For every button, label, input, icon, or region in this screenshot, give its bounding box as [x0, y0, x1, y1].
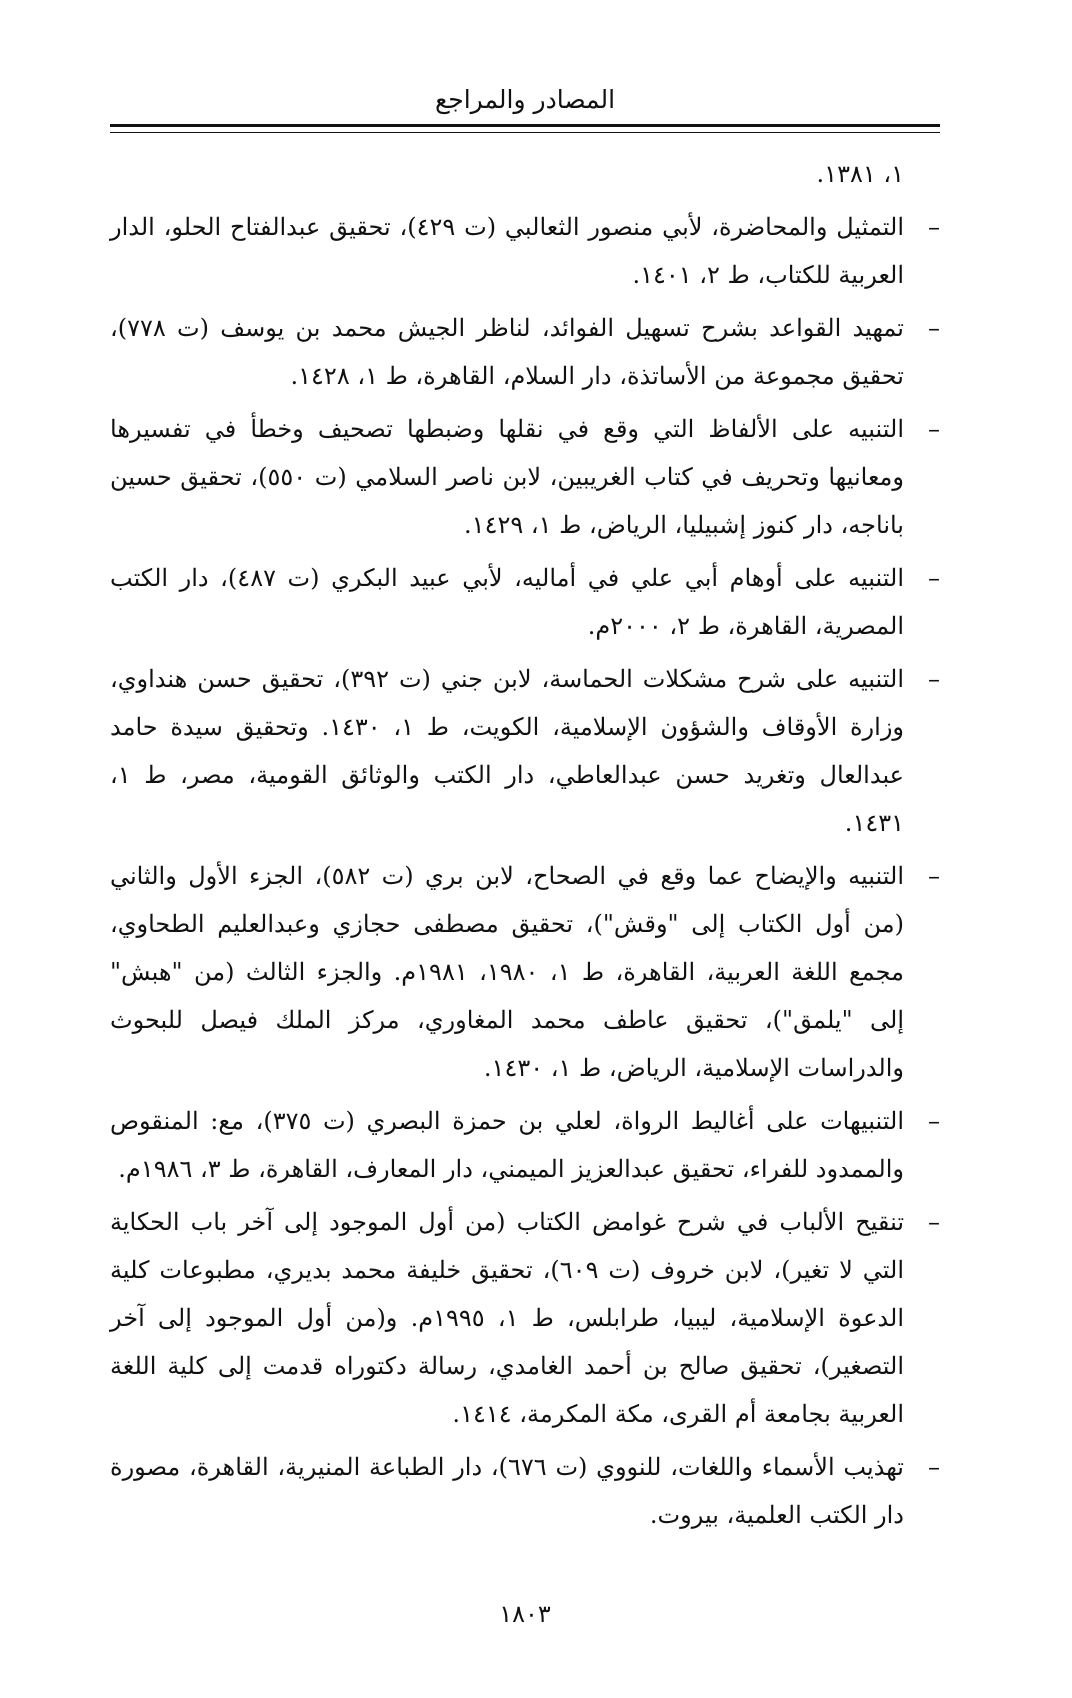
header-rule-thin — [110, 132, 940, 133]
bibliography-entry-continuation — [110, 150, 940, 198]
entry-text: تمهيد القواعد بشرح تسهيل الفوائد، لناظر الجيش محمد بن يوسف (ت ٧٧٨)، تحقيق مجموعة من الأساتذة، دار السلام، القاهرة، ط ١، ١٤٢٨. — [110, 314, 904, 390]
bibliography-entry — [110, 304, 940, 400]
bibliography-entry — [110, 554, 940, 650]
bibliography-entry — [110, 655, 940, 847]
page-number: ١٨٠٣ — [499, 1600, 551, 1628]
bibliography-list — [110, 150, 940, 1544]
bibliography-entry — [110, 405, 940, 549]
entry-dash: – — [928, 665, 940, 693]
entry-text: التنبيهات على أغاليط الرواة، لعلي بن حمزة البصري (ت ٣٧٥)، مع: المنقوص والممدود للفراء، تحقيق عبدالعزيز الميمني، دار المعارف، القاهرة، ط ٣، ١٩٨٦م. — [110, 1107, 904, 1183]
bibliography-entry — [110, 1443, 940, 1539]
page — [110, 0, 940, 1698]
entry-dash: – — [928, 564, 940, 592]
entry-text: تنقيح الألباب في شرح غوامض الكتاب (من أول الموجود إلى آخر باب الحكاية التي لا تغير)، لابن خروف (ت ٦٠٩)، تحقيق خليفة محمد بديري، مطبوعات كلية الدعوة الإسلامية، ليبيا، طرابلس، ط ١، ١٩٩٥م. و(من أول الموجود إلى آخر التصغير)، تحقيق صالح بن أحمد الغامدي، رسالة دكتوراه قدمت إلى كلية اللغة العربية بجامعة أم القرى، مكة المكرمة، ١٤١٤. — [110, 1208, 905, 1428]
entry-dash: – — [928, 415, 940, 443]
bibliography-entry — [110, 1097, 940, 1193]
entry-text: تهذيب الأسماء واللغات، للنووي (ت ٦٧٦)، دار الطباعة المنيرية، القاهرة، مصورة دار الكتب العلمية، بيروت. — [110, 1453, 904, 1529]
header-rule-thick — [110, 124, 940, 127]
running-header-title: المصادر والمراجع — [434, 85, 616, 114]
entry-text: التنبيه على الألفاظ التي وقع في نقلها وضبطها تصحيف وخطأ في تفسيرها ومعانيها وتحريف في كتاب الغريبين، لابن ناصر السلامي (ت ٥٥٠)، تحقيق حسين باناجه، دار كنوز إشبيليا، الرياض، ط ١، ١٤٢٩. — [110, 415, 904, 539]
bibliography-entry — [110, 1198, 940, 1438]
bibliography-entry — [110, 203, 940, 299]
entry-text: التنبيه على شرح مشكلات الحماسة، لابن جني (ت ٣٩٢)، تحقيق حسن هنداوي، وزارة الأوقاف والشؤون الإسلامية، الكويت، ط ١، ١٤٣٠. وتحقيق سيدة حامد عبدالعال وتغريد حسن عبدالعاطي، دار الكتب والوثائق القومية، مصر، ط ١، ١٤٣١. — [110, 665, 904, 837]
entry-text: التمثيل والمحاضرة، لأبي منصور الثعالبي (ت ٤٢٩)، تحقيق عبدالفتاح الحلو، الدار العربية للكتاب، ط ٢، ١٤٠١. — [110, 213, 905, 289]
entry-dash: – — [928, 862, 940, 890]
entry-text: التنبيه على أوهام أبي علي في أماليه، لأبي عبيد البكري (ت ٤٨٧)، دار الكتب المصرية، القاهرة، ط ٢، ٢٠٠٠م. — [110, 564, 904, 640]
entry-text: التنبيه والإيضاح عما وقع في الصحاح، لابن بري (ت ٥٨٢)، الجزء الأول والثاني (من أول الكتاب إلى "وقش")، تحقيق مصطفى حجازي وعبدالعليم الطحاوي، مجمع اللغة العربية، القاهرة، ط ١، ١٩٨٠، ١٩٨١م. والجزء الثالث (من "هبش" إلى "يلمق")، تحقيق عاطف محمد المغاوري، مركز الملك فيصل للبحوث والدراسات الإسلامية، الرياض، ط ١، ١٤٣٠. — [110, 862, 905, 1082]
entry-dash: – — [928, 213, 940, 241]
bibliography-entry — [110, 852, 940, 1092]
entry-text: ١، ١٣٨١. — [816, 160, 904, 188]
entry-dash: – — [928, 1453, 940, 1481]
entry-dash: – — [928, 1208, 940, 1236]
entry-dash: – — [928, 314, 940, 342]
entry-dash: – — [928, 1107, 940, 1135]
